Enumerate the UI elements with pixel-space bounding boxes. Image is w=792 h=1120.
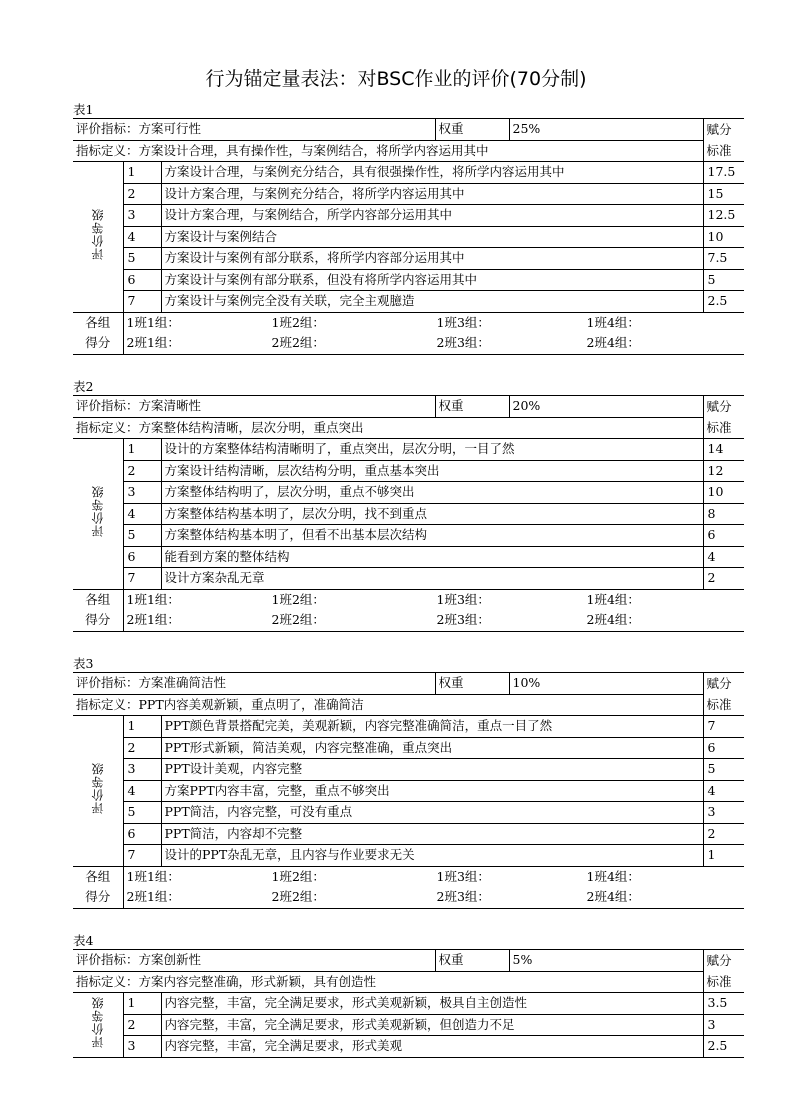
score-header-2: 标准 [703,417,744,439]
level-row [73,1014,744,1036]
level-score: 5 [703,269,744,291]
group-score-row [73,866,744,887]
group-score-row [73,589,744,610]
level-row [73,205,744,227]
level-score: 2 [703,568,744,590]
definition-row [73,140,744,162]
group-score-cell: 1班4组： [586,868,640,884]
level-number: 1 [123,716,161,738]
definition-value: 方案设计合理，具有操作性，与案例结合，将所学内容运用其中 [138,142,489,158]
group-score-cell: 2班1组： [126,612,180,628]
group-score-cell: 1班4组： [586,591,640,607]
level-row [73,1036,744,1058]
level-row [73,716,744,738]
score-header-2: 标准 [703,694,744,716]
level-row [73,269,744,291]
definition-value: 方案内容完整准确，形式新颖，具有创造性 [138,973,377,989]
definition-value: 方案整体结构清晰，层次分明，重点突出 [138,419,364,435]
level-score: 1 [703,845,744,867]
group-score-cell: 2班3组： [436,335,490,351]
group-score-row [73,312,744,333]
level-number: 5 [123,525,161,547]
level-number: 2 [123,460,161,482]
score-header-1: 赋分 [703,119,744,141]
weight-label: 权重 [435,673,509,695]
table-section-4 [73,932,744,1058]
level-row [73,737,744,759]
level-row [73,802,744,824]
level-row [73,568,744,590]
table-label: 表2 [73,379,94,394]
level-row [73,248,744,270]
table-label: 表1 [73,102,94,117]
level-row [73,993,744,1015]
level-score: 3.5 [703,993,744,1015]
level-number: 4 [123,503,161,525]
level-description: 设计的方案整体结构清晰明了，重点突出，层次分明，一目了然 [161,439,703,461]
level-description: 方案设计与案例有部分联系，但没有将所学内容运用其中 [161,269,703,291]
group-score-cell: 2班4组： [586,889,640,905]
level-description: 设计方案合理，与案例结合，所学内容部分运用其中 [161,205,703,227]
group-score-cell: 1班1组： [126,314,180,330]
level-number: 5 [123,248,161,270]
level-row [73,460,744,482]
level-number: 4 [123,226,161,248]
level-description: PPT简洁，内容却不完整 [161,823,703,845]
level-score: 12 [703,460,744,482]
level-row [73,439,744,461]
table-section-1 [73,101,744,355]
weight-label: 权重 [435,950,509,972]
group-score-cell: 2班2组： [271,889,325,905]
level-row [73,162,744,184]
level-description: 方案PPT内容丰富，完整，重点不够突出 [161,780,703,802]
level-description: 方案设计与案例结合 [161,226,703,248]
group-score-row [73,887,744,908]
group-score-cell: 2班3组： [436,889,490,905]
table-section-2 [73,378,744,632]
definition-row [73,971,744,993]
level-score: 5 [703,759,744,781]
group-score-cell: 2班2组： [271,612,325,628]
score-header-2: 标准 [703,971,744,993]
level-description: 方案整体结构基本明了，但看不出基本层次结构 [161,525,703,547]
level-number: 2 [123,183,161,205]
group-score-cell: 2班4组： [586,335,640,351]
level-number: 2 [123,737,161,759]
indicator-row [73,119,744,141]
level-number: 1 [123,439,161,461]
level-description: 方案整体结构明了，层次分明，重点不够突出 [161,482,703,504]
group-score-cell: 1班2组： [271,591,325,607]
level-row [73,183,744,205]
indicator-value: 方案创新性 [138,952,202,968]
definition-label: 指标定义： [76,696,139,712]
level-number: 3 [123,482,161,504]
indicator-label: 评价指标： [76,121,139,137]
grade-label: 评价等级 [90,761,105,814]
group-score-row [73,333,744,354]
level-score: 2.5 [703,1036,744,1058]
group-score-cell: 1班3组： [436,591,490,607]
weight-value: 25% [509,119,703,141]
level-score: 10 [703,226,744,248]
level-score: 15 [703,183,744,205]
evaluation-table [73,395,744,632]
indicator-value: 方案准确简洁性 [138,675,227,691]
level-score: 3 [703,802,744,824]
level-description: 设计的PPT杂乱无章，且内容与作业要求无关 [161,845,703,867]
level-description: 方案设计与案例完全没有关联，完全主观臆造 [161,291,703,313]
level-score: 8 [703,503,744,525]
level-number: 7 [123,291,161,313]
level-description: 内容完整，丰富，完全满足要求，形式美观 [161,1036,703,1058]
level-description: 内容完整，丰富，完全满足要求，形式美观新颖，极具自主创造性 [161,993,703,1015]
level-row [73,845,744,867]
definition-label: 指标定义： [76,142,139,158]
indicator-row [73,950,744,972]
score-header-1: 赋分 [703,396,744,418]
weight-label: 权重 [435,119,509,141]
score-header-2: 标准 [703,140,744,162]
level-number: 6 [123,823,161,845]
grade-label: 评价等级 [90,484,105,537]
level-description: PPT形式新颖，简洁美观，内容完整准确，重点突出 [161,737,703,759]
evaluation-table [73,118,744,355]
level-score: 4 [703,780,744,802]
level-description: 设计方案合理，与案例充分结合，将所学内容运用其中 [161,183,703,205]
level-number: 3 [123,1036,161,1058]
level-row [73,525,744,547]
group-score-cell: 1班3组： [436,314,490,330]
definition-row [73,417,744,439]
group-score-cell: 2班2组： [271,335,325,351]
group-score-cell: 2班1组： [126,889,180,905]
definition-label: 指标定义： [76,973,139,989]
level-description: PPT简洁，内容完整，可没有重点 [161,802,703,824]
level-description: 内容完整，丰富，完全满足要求，形式美观新颖，但创造力不足 [161,1014,703,1036]
level-row [73,546,744,568]
level-number: 1 [123,993,161,1015]
evaluation-table [73,672,744,909]
level-row [73,482,744,504]
group-score-cell: 1班2组： [271,314,325,330]
level-row [73,291,744,313]
group-score-cell: 2班3组： [436,612,490,628]
indicator-row [73,396,744,418]
group-score-label: 各组 [73,866,123,887]
indicator-label: 评价指标： [76,952,139,968]
level-description: 设计方案杂乱无章 [161,568,703,590]
indicator-label: 评价指标： [76,675,139,691]
evaluation-table [73,949,744,1058]
level-number: 7 [123,568,161,590]
level-row [73,823,744,845]
level-score: 3 [703,1014,744,1036]
group-score-cell: 2班4组： [586,612,640,628]
table-section-3 [73,655,744,909]
group-score-label: 得分 [73,610,123,631]
group-score-cell: 1班4组： [586,314,640,330]
indicator-row [73,673,744,695]
level-score: 2.5 [703,291,744,313]
level-description: 方案设计与案例有部分联系，将所学内容部分运用其中 [161,248,703,270]
group-score-label: 得分 [73,333,123,354]
level-description: 方案设计结构清晰，层次结构分明，重点基本突出 [161,460,703,482]
group-score-label: 得分 [73,887,123,908]
level-description: 方案整体结构基本明了，层次分明，找不到重点 [161,503,703,525]
indicator-value: 方案清晰性 [138,398,202,414]
level-number: 5 [123,802,161,824]
page-title: 行为锚定量表法：对BSC作业的评价(70分制) [205,68,587,90]
grade-label: 评价等级 [90,207,105,260]
group-score-label: 各组 [73,312,123,333]
table-label: 表4 [73,933,94,948]
group-score-cell: 1班2组： [271,868,325,884]
level-score: 6 [703,737,744,759]
level-score: 6 [703,525,744,547]
indicator-label: 评价指标： [76,398,139,414]
level-number: 2 [123,1014,161,1036]
level-number: 7 [123,845,161,867]
level-score: 17.5 [703,162,744,184]
level-number: 6 [123,269,161,291]
weight-value: 20% [509,396,703,418]
definition-value: PPT内容美观新颖，重点明了，准确简洁 [138,696,364,712]
level-number: 4 [123,780,161,802]
level-row [73,759,744,781]
definition-label: 指标定义： [76,419,139,435]
level-score: 7.5 [703,248,744,270]
level-score: 2 [703,823,744,845]
group-score-cell: 1班3组： [436,868,490,884]
weight-value: 5% [509,950,703,972]
level-description: 能看到方案的整体结构 [161,546,703,568]
group-score-row [73,610,744,631]
grade-label: 评价等级 [90,995,105,1048]
group-score-label: 各组 [73,589,123,610]
weight-label: 权重 [435,396,509,418]
level-number: 3 [123,759,161,781]
level-score: 12.5 [703,205,744,227]
level-description: PPT颜色背景搭配完美，美观新颖，内容完整准确简洁，重点一目了然 [161,716,703,738]
level-row [73,780,744,802]
group-score-cell: 1班1组： [126,868,180,884]
level-description: 方案设计合理，与案例充分结合，具有很强操作性，将所学内容运用其中 [161,162,703,184]
level-row [73,226,744,248]
level-number: 3 [123,205,161,227]
score-header-1: 赋分 [703,673,744,695]
group-score-cell: 2班1组： [126,335,180,351]
level-score: 10 [703,482,744,504]
level-score: 7 [703,716,744,738]
level-score: 14 [703,439,744,461]
group-score-cell: 1班1组： [126,591,180,607]
level-number: 1 [123,162,161,184]
weight-value: 10% [509,673,703,695]
level-score: 4 [703,546,744,568]
indicator-value: 方案可行性 [138,121,202,137]
level-number: 6 [123,546,161,568]
definition-row [73,694,744,716]
table-label: 表3 [73,656,94,671]
level-description: PPT设计美观，内容完整 [161,759,703,781]
score-header-1: 赋分 [703,950,744,972]
level-row [73,503,744,525]
